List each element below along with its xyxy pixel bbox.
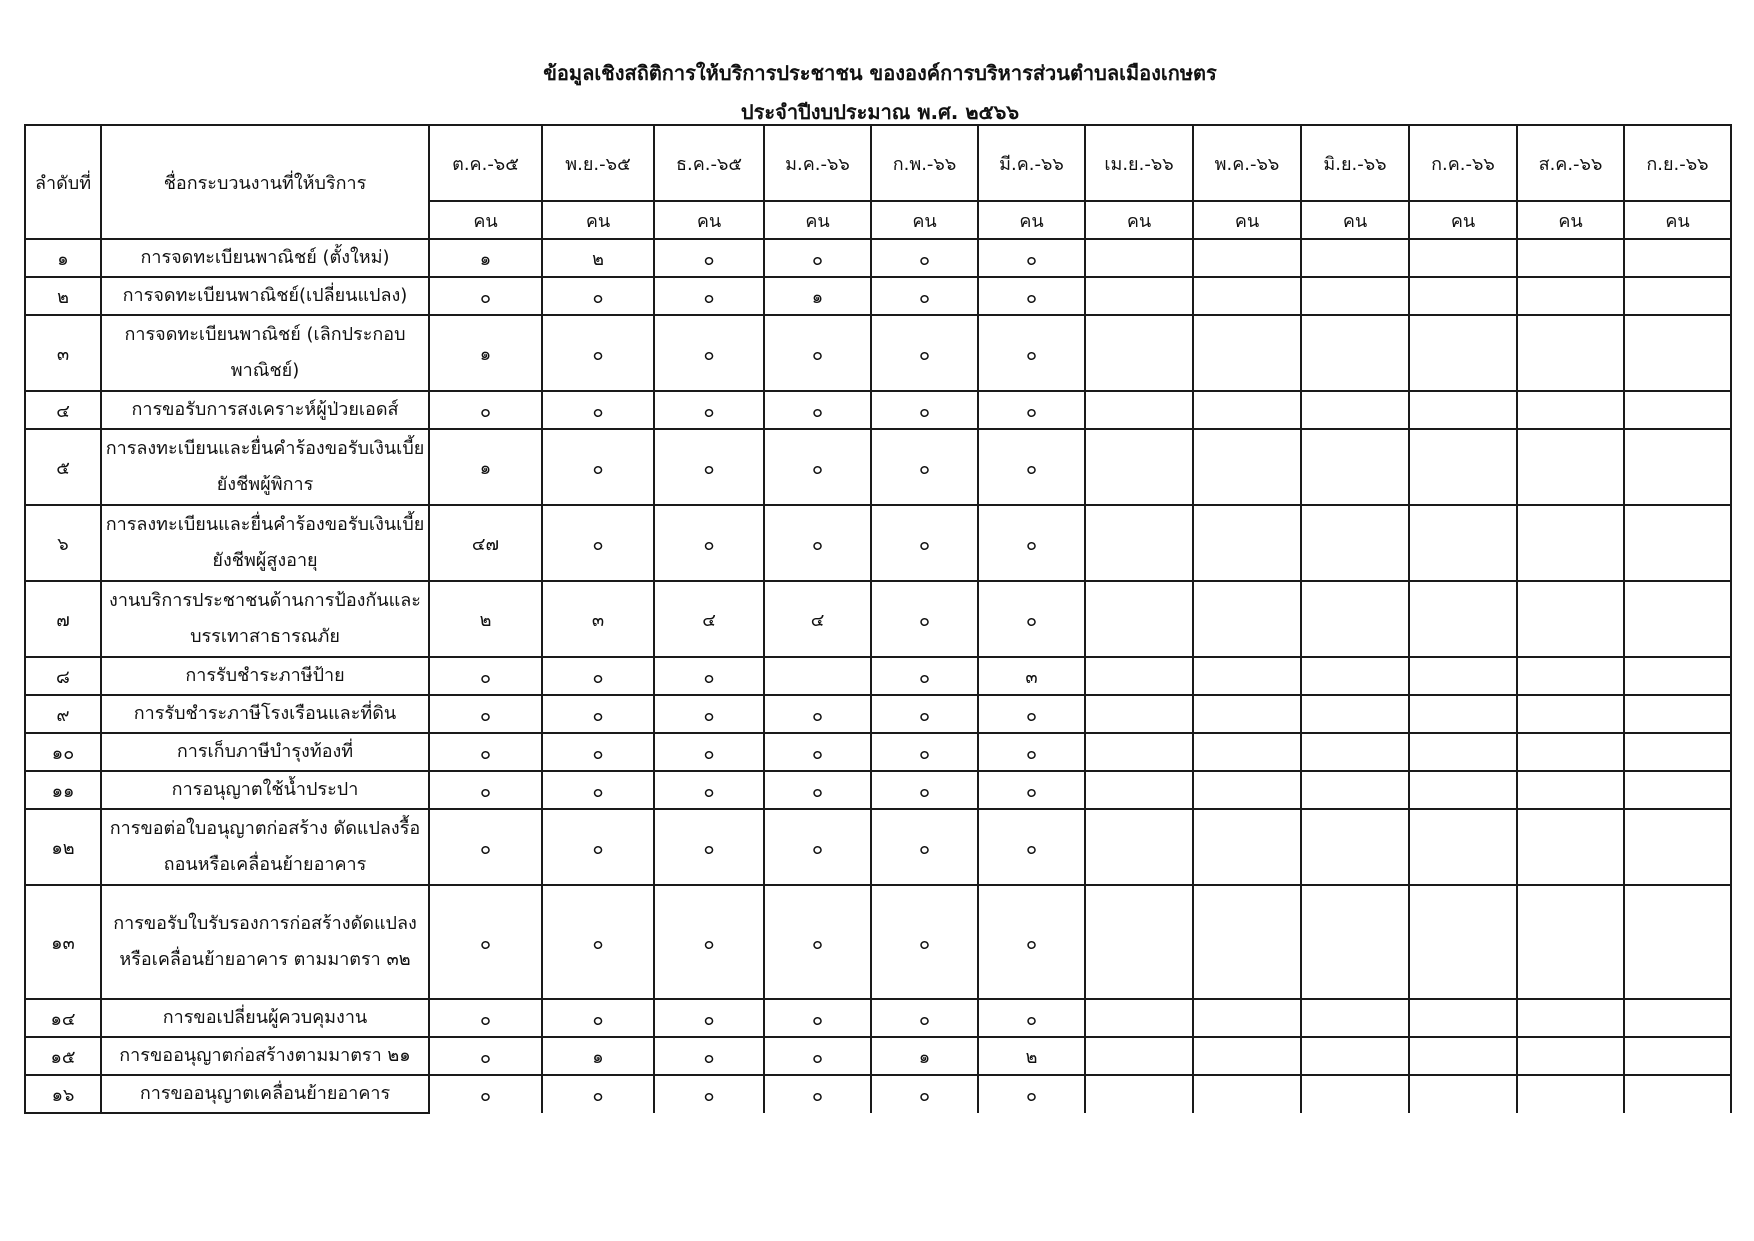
monthly-count-cell [1301, 277, 1409, 315]
monthly-count-cell: ๐ [429, 1037, 542, 1075]
monthly-count-cell: ๐ [871, 391, 978, 429]
monthly-count-cell: ๐ [764, 505, 871, 581]
table-row [25, 239, 1731, 277]
monthly-count-cell [1517, 391, 1624, 429]
monthly-count-cell: ๐ [542, 771, 654, 809]
monthly-count-cell [1301, 239, 1409, 277]
unit-header: คน [1085, 201, 1193, 239]
monthly-count-cell [1409, 1075, 1517, 1113]
monthly-count-cell: ๐ [978, 505, 1085, 581]
monthly-count-cell [1624, 315, 1731, 391]
monthly-count-cell [1409, 809, 1517, 885]
monthly-count-cell: ๑ [429, 429, 542, 505]
seq-column-header: ลำดับที่ [25, 125, 101, 239]
row-seq-number: ๑๓ [25, 885, 101, 999]
month-header: ม.ค.-๖๖ [764, 125, 871, 201]
service-name-cell: งานบริการประชาชนด้านการป้องกันและบรรเทาสาธารณภัย [101, 581, 429, 657]
row-seq-number: ๓ [25, 315, 101, 391]
month-header: มี.ค.-๖๖ [978, 125, 1085, 201]
monthly-count-cell [1085, 505, 1193, 581]
row-seq-number: ๘ [25, 657, 101, 695]
unit-header: คน [1193, 201, 1301, 239]
monthly-count-cell [1624, 277, 1731, 315]
monthly-count-cell [1517, 277, 1624, 315]
monthly-count-cell: ๐ [654, 391, 764, 429]
monthly-count-cell: ๐ [429, 771, 542, 809]
month-header: ก.พ.-๖๖ [871, 125, 978, 201]
monthly-count-cell [1409, 657, 1517, 695]
monthly-count-cell [1409, 885, 1517, 999]
monthly-count-cell [1301, 581, 1409, 657]
monthly-count-cell: ๐ [542, 657, 654, 695]
monthly-count-cell [1193, 1037, 1301, 1075]
row-seq-number: ๑๔ [25, 999, 101, 1037]
monthly-count-cell [1517, 429, 1624, 505]
monthly-count-cell [1517, 581, 1624, 657]
monthly-count-cell: ๐ [654, 733, 764, 771]
monthly-count-cell [1624, 391, 1731, 429]
service-name-column-header: ชื่อกระบวนงานที่ให้บริการ [101, 125, 429, 239]
monthly-count-cell [1517, 1037, 1624, 1075]
row-seq-number: ๒ [25, 277, 101, 315]
monthly-count-cell: ๐ [429, 277, 542, 315]
monthly-count-cell [1409, 581, 1517, 657]
monthly-count-cell: ๑ [764, 277, 871, 315]
monthly-count-cell [1517, 1075, 1624, 1113]
monthly-count-cell [1193, 315, 1301, 391]
month-header: เม.ย.-๖๖ [1085, 125, 1193, 201]
monthly-count-cell: ๐ [764, 429, 871, 505]
monthly-count-cell: ๔ [654, 581, 764, 657]
month-header: ต.ค.-๖๕ [429, 125, 542, 201]
monthly-count-cell: ๐ [978, 695, 1085, 733]
table-row [25, 429, 1731, 505]
monthly-count-cell: ๐ [978, 581, 1085, 657]
monthly-count-cell [1624, 1037, 1731, 1075]
monthly-count-cell: ๐ [542, 695, 654, 733]
month-header: พ.ค.-๖๖ [1193, 125, 1301, 201]
monthly-count-cell: ๐ [429, 733, 542, 771]
monthly-count-cell: ๐ [871, 581, 978, 657]
table-row [25, 771, 1731, 809]
monthly-count-cell [1624, 771, 1731, 809]
monthly-count-cell [1517, 999, 1624, 1037]
monthly-count-cell: ๑ [429, 315, 542, 391]
table-row [25, 315, 1731, 391]
service-name-cell: การเก็บภาษีบำรุงท้องที่ [101, 733, 429, 771]
monthly-count-cell [1301, 885, 1409, 999]
unit-header: คน [1301, 201, 1409, 239]
service-name-cell: การจดทะเบียนพาณิชย์ (ตั้งใหม่) [101, 239, 429, 277]
monthly-count-cell: ๔๗ [429, 505, 542, 581]
row-seq-number: ๖ [25, 505, 101, 581]
monthly-count-cell [1193, 809, 1301, 885]
monthly-count-cell: ๐ [978, 315, 1085, 391]
monthly-count-cell: ๐ [542, 505, 654, 581]
row-seq-number: ๑๖ [25, 1075, 101, 1113]
monthly-count-cell: ๑ [429, 239, 542, 277]
service-name-cell: การขออนุญาตก่อสร้างตามมาตรา ๒๑ [101, 1037, 429, 1075]
monthly-count-cell: ๐ [764, 809, 871, 885]
monthly-count-cell: ๐ [871, 1075, 978, 1113]
monthly-count-cell [1085, 999, 1193, 1037]
page-subtitle: ประจำปีงบประมาณ พ.ศ. ๒๕๖๖ [740, 100, 1020, 124]
monthly-count-cell [1085, 1075, 1193, 1113]
monthly-count-cell [1409, 1037, 1517, 1075]
monthly-count-cell: ๐ [764, 1037, 871, 1075]
monthly-count-cell [1301, 695, 1409, 733]
table-row [25, 999, 1731, 1037]
monthly-count-cell [1409, 695, 1517, 733]
monthly-count-cell [1193, 657, 1301, 695]
row-seq-number: ๑๐ [25, 733, 101, 771]
service-name-cell: การอนุญาตใช้น้ำประปา [101, 771, 429, 809]
monthly-count-cell [1301, 315, 1409, 391]
monthly-count-cell: ๐ [654, 239, 764, 277]
table-row [25, 277, 1731, 315]
monthly-count-cell [1624, 885, 1731, 999]
table-row [25, 809, 1731, 885]
monthly-count-cell: ๐ [978, 1075, 1085, 1113]
monthly-count-cell: ๐ [542, 885, 654, 999]
monthly-count-cell: ๐ [429, 391, 542, 429]
service-name-cell: การขอต่อใบอนุญาตก่อสร้าง ดัดแปลงรื้อถอนหรือเคลื่อนย้ายอาคาร [101, 809, 429, 885]
monthly-count-cell [1409, 391, 1517, 429]
monthly-count-cell: ๐ [542, 429, 654, 505]
table-row [25, 1037, 1731, 1075]
monthly-count-cell [1409, 315, 1517, 391]
monthly-count-cell [1193, 733, 1301, 771]
monthly-count-cell [1301, 657, 1409, 695]
monthly-count-cell: ๐ [542, 999, 654, 1037]
monthly-count-cell [1409, 505, 1517, 581]
monthly-count-cell [1193, 581, 1301, 657]
month-header: มิ.ย.-๖๖ [1301, 125, 1409, 201]
monthly-count-cell: ๐ [978, 771, 1085, 809]
unit-header: คน [654, 201, 764, 239]
monthly-count-cell: ๐ [429, 657, 542, 695]
monthly-count-cell: ๐ [978, 239, 1085, 277]
service-name-cell: การรับชำระภาษีป้าย [101, 657, 429, 695]
table-header [25, 125, 1731, 239]
monthly-count-cell: ๐ [542, 1075, 654, 1113]
row-seq-number: ๗ [25, 581, 101, 657]
monthly-count-cell: ๐ [764, 695, 871, 733]
monthly-count-cell [1517, 885, 1624, 999]
monthly-count-cell: ๐ [871, 885, 978, 999]
monthly-count-cell [1301, 1075, 1409, 1113]
monthly-count-cell: ๐ [871, 315, 978, 391]
monthly-count-cell: ๐ [654, 505, 764, 581]
row-seq-number: ๕ [25, 429, 101, 505]
monthly-count-cell: ๐ [978, 277, 1085, 315]
monthly-count-cell [1409, 277, 1517, 315]
monthly-count-cell [1517, 657, 1624, 695]
row-seq-number: ๑๕ [25, 1037, 101, 1075]
monthly-count-cell [1301, 429, 1409, 505]
month-header: ส.ค.-๖๖ [1517, 125, 1624, 201]
monthly-count-cell [1624, 695, 1731, 733]
monthly-count-cell: ๐ [654, 695, 764, 733]
monthly-count-cell [1409, 733, 1517, 771]
monthly-count-cell [1624, 733, 1731, 771]
monthly-count-cell [1193, 505, 1301, 581]
monthly-count-cell [1193, 391, 1301, 429]
table-row [25, 733, 1731, 771]
month-header: ก.ย.-๖๖ [1624, 125, 1731, 201]
monthly-count-cell [1301, 391, 1409, 429]
monthly-count-cell: ๐ [654, 315, 764, 391]
service-name-cell: การขอรับการสงเคราะห์ผู้ป่วยเอดส์ [101, 391, 429, 429]
monthly-count-cell [1193, 277, 1301, 315]
service-name-cell: การขอเปลี่ยนผู้ควบคุมงาน [101, 999, 429, 1037]
monthly-count-cell [1085, 581, 1193, 657]
monthly-count-cell [1193, 239, 1301, 277]
monthly-count-cell: ๐ [764, 1075, 871, 1113]
monthly-count-cell: ๐ [542, 809, 654, 885]
monthly-count-cell: ๐ [429, 695, 542, 733]
monthly-count-cell [1517, 315, 1624, 391]
monthly-count-cell [1301, 1037, 1409, 1075]
table-row [25, 695, 1731, 733]
monthly-count-cell [1409, 239, 1517, 277]
unit-header: คน [1409, 201, 1517, 239]
monthly-count-cell [1193, 999, 1301, 1037]
row-seq-number: ๑ [25, 239, 101, 277]
monthly-count-cell: ๐ [764, 771, 871, 809]
monthly-count-cell [1085, 391, 1193, 429]
monthly-count-cell: ๐ [654, 429, 764, 505]
monthly-count-cell: ๐ [764, 239, 871, 277]
monthly-count-cell [1193, 885, 1301, 999]
service-name-cell: การขอรับใบรับรองการก่อสร้างดัดแปลงหรือเคลื่อนย้ายอาคาร ตามมาตรา ๓๒ [101, 885, 429, 999]
monthly-count-cell [1517, 809, 1624, 885]
service-name-cell: การขออนุญาตเคลื่อนย้ายอาคาร [101, 1075, 429, 1113]
monthly-count-cell [1085, 657, 1193, 695]
month-header: ธ.ค.-๖๕ [654, 125, 764, 201]
monthly-count-cell: ๐ [654, 771, 764, 809]
service-name-cell: การจดทะเบียนพาณิชย์(เปลี่ยนแปลง) [101, 277, 429, 315]
service-name-cell: การรับชำระภาษีโรงเรือนและที่ดิน [101, 695, 429, 733]
monthly-count-cell: ๑ [871, 1037, 978, 1075]
monthly-count-cell [1085, 239, 1193, 277]
unit-header: คน [1624, 201, 1731, 239]
monthly-count-cell: ๒ [542, 239, 654, 277]
service-name-cell: การลงทะเบียนและยื่นคำร้องขอรับเงินเบี้ยยังชีพผู้พิการ [101, 429, 429, 505]
monthly-count-cell: ๐ [542, 391, 654, 429]
monthly-count-cell [1409, 429, 1517, 505]
unit-header: คน [871, 201, 978, 239]
monthly-count-cell: ๐ [871, 771, 978, 809]
monthly-count-cell: ๐ [764, 315, 871, 391]
monthly-count-cell [1624, 429, 1731, 505]
monthly-count-cell: ๐ [654, 885, 764, 999]
unit-header: คน [542, 201, 654, 239]
monthly-count-cell: ๐ [542, 733, 654, 771]
monthly-count-cell [1193, 429, 1301, 505]
monthly-count-cell: ๐ [871, 695, 978, 733]
monthly-count-cell: ๑ [542, 1037, 654, 1075]
monthly-count-cell: ๓ [978, 657, 1085, 695]
monthly-count-cell: ๒ [429, 581, 542, 657]
monthly-count-cell: ๐ [871, 657, 978, 695]
service-name-cell: การลงทะเบียนและยื่นคำร้องขอรับเงินเบี้ยยังชีพผู้สูงอายุ [101, 505, 429, 581]
monthly-count-cell: ๐ [542, 315, 654, 391]
monthly-count-cell: ๐ [429, 809, 542, 885]
monthly-count-cell [1624, 999, 1731, 1037]
unit-header: คน [429, 201, 542, 239]
monthly-count-cell [1085, 695, 1193, 733]
monthly-count-cell: ๐ [871, 505, 978, 581]
service-name-cell: การจดทะเบียนพาณิชย์ (เลิกประกอบพาณิชย์) [101, 315, 429, 391]
monthly-count-cell: ๐ [871, 277, 978, 315]
monthly-count-cell [1085, 885, 1193, 999]
monthly-count-cell [1301, 771, 1409, 809]
monthly-count-cell [1517, 771, 1624, 809]
month-header: พ.ย.-๖๕ [542, 125, 654, 201]
monthly-count-cell [1193, 1075, 1301, 1113]
monthly-count-cell [1517, 695, 1624, 733]
unit-header: คน [978, 201, 1085, 239]
monthly-count-cell: ๐ [429, 999, 542, 1037]
monthly-count-cell [1409, 999, 1517, 1037]
monthly-count-cell: ๐ [654, 277, 764, 315]
month-header: ก.ค.-๖๖ [1409, 125, 1517, 201]
table-row [25, 581, 1731, 657]
table-row [25, 1075, 1731, 1113]
monthly-count-cell: ๓ [542, 581, 654, 657]
monthly-count-cell [764, 657, 871, 695]
monthly-count-cell: ๐ [654, 999, 764, 1037]
monthly-count-cell [1193, 771, 1301, 809]
monthly-count-cell [1085, 315, 1193, 391]
monthly-count-cell: ๐ [871, 733, 978, 771]
table-body [25, 239, 1731, 1113]
monthly-count-cell: ๐ [978, 809, 1085, 885]
row-seq-number: ๔ [25, 391, 101, 429]
monthly-count-cell [1301, 809, 1409, 885]
monthly-count-cell: ๐ [871, 999, 978, 1037]
monthly-count-cell: ๐ [764, 733, 871, 771]
page-title: ข้อมูลเชิงสถิติการให้บริการประชาชน ขององค์การบริหารส่วนตำบลเมืองเกษตร [543, 61, 1217, 85]
row-seq-number: ๑๑ [25, 771, 101, 809]
monthly-count-cell: ๐ [764, 999, 871, 1037]
row-seq-number: ๑๒ [25, 809, 101, 885]
monthly-count-cell: ๐ [429, 885, 542, 999]
monthly-count-cell [1624, 505, 1731, 581]
table-row [25, 885, 1731, 999]
monthly-count-cell [1301, 999, 1409, 1037]
monthly-count-cell: ๐ [978, 391, 1085, 429]
monthly-count-cell: ๐ [871, 809, 978, 885]
monthly-count-cell: ๐ [764, 885, 871, 999]
monthly-count-cell [1085, 771, 1193, 809]
monthly-count-cell: ๐ [978, 733, 1085, 771]
monthly-count-cell [1517, 733, 1624, 771]
monthly-count-cell [1085, 429, 1193, 505]
monthly-count-cell [1085, 277, 1193, 315]
monthly-count-cell [1085, 1037, 1193, 1075]
table-row [25, 505, 1731, 581]
table-row [25, 657, 1731, 695]
row-seq-number: ๙ [25, 695, 101, 733]
monthly-count-cell: ๐ [654, 657, 764, 695]
monthly-count-cell: ๐ [871, 239, 978, 277]
monthly-count-cell [1193, 695, 1301, 733]
monthly-count-cell: ๐ [978, 999, 1085, 1037]
table-row [25, 391, 1731, 429]
monthly-count-cell: ๐ [654, 1037, 764, 1075]
monthly-count-cell: ๐ [429, 1075, 542, 1113]
statistics-table [24, 124, 1732, 1114]
monthly-count-cell: ๐ [871, 429, 978, 505]
monthly-count-cell: ๐ [542, 277, 654, 315]
monthly-count-cell [1085, 733, 1193, 771]
monthly-count-cell [1624, 809, 1731, 885]
monthly-count-cell: ๐ [654, 809, 764, 885]
monthly-count-cell: ๐ [978, 885, 1085, 999]
monthly-count-cell: ๒ [978, 1037, 1085, 1075]
monthly-count-cell: ๐ [764, 391, 871, 429]
monthly-count-cell [1517, 505, 1624, 581]
monthly-count-cell [1624, 1075, 1731, 1113]
monthly-count-cell [1624, 239, 1731, 277]
unit-header: คน [764, 201, 871, 239]
monthly-count-cell [1624, 657, 1731, 695]
monthly-count-cell: ๐ [654, 1075, 764, 1113]
monthly-count-cell [1517, 239, 1624, 277]
monthly-count-cell [1301, 505, 1409, 581]
monthly-count-cell [1624, 581, 1731, 657]
monthly-count-cell: ๔ [764, 581, 871, 657]
monthly-count-cell [1085, 809, 1193, 885]
unit-header: คน [1517, 201, 1624, 239]
monthly-count-cell [1301, 733, 1409, 771]
monthly-count-cell: ๐ [978, 429, 1085, 505]
monthly-count-cell [1409, 771, 1517, 809]
